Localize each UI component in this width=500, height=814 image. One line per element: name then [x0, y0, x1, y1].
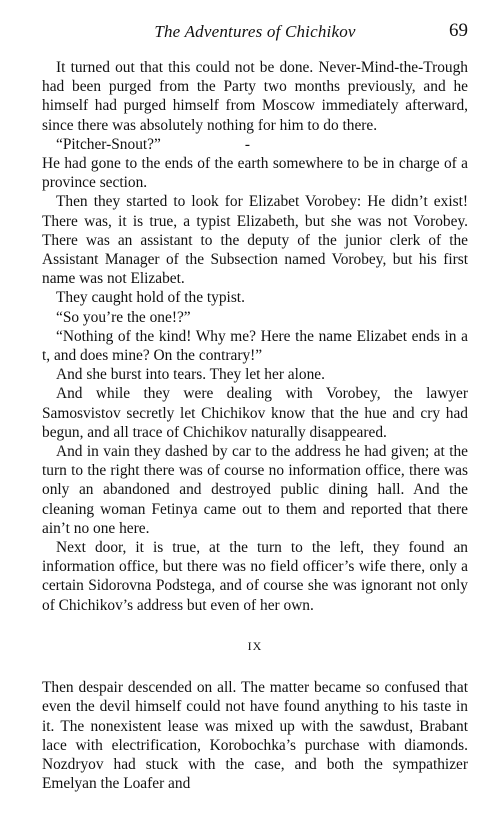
paragraph: “Nothing of the kind! Why me? Here the name Elizabet ends in a t, and does mine? On the contrary!” [42, 327, 468, 365]
paragraph: And she burst into tears. They let her alone. [56, 366, 325, 384]
paragraph: Then despair descended on all. The matter became so confused that even the devil himself could not have found anything to his taste in it. The nonexistent lease was mixed up with the sawdust, Brabant lace with electrification, Korobochka’s purchase with diamonds. Nozdryov had stuck with the case, and both the sympathizer Emelyan the Loafer and [42, 679, 468, 793]
paragraph: Then they started to look for Elizabet Vorobey: He didn’t exist! There was, it is true, a typist Elizabeth, but she was not Vorobey. There was an assistant to the deputy of the junior clerk of the Assistant Manager of the Subsection named Vorobey, but his first name was not Elizabet. [42, 193, 468, 288]
paragraph: “So you’re the one!?” [56, 308, 191, 326]
paragraph: And while they were dealing with Vorobey, the lawyer Samosvistov secretly let Chichikov know that the hue and cry had begun, and all trace of Chichikov naturally disappeared. [42, 385, 468, 441]
paragraph: Next door, it is true, at the turn to the left, they found an information office, but there was no field officer’s wife there, only a certain Sidorovna Podstega, and of course she was ignorant not only of Chichikov’s address but even of her own. [42, 539, 468, 614]
paragraph: He had gone to the ends of the earth somewhere to be in charge of a province section. [42, 155, 468, 192]
page-number: 69 [449, 20, 468, 41]
paragraph: It turned out that this could not be done. Never-Mind-the-Trough had been purged from the Party two months previously, and he himself had purged himself from Moscow immediately afterward, since there was absolutely nothing for him to do there. [42, 59, 468, 134]
paragraph: They caught hold of the typist. [56, 289, 245, 307]
paragraph: And in vain they dashed by car to the address he had given; at the turn to the right there was of course no information office, there was only an abandoned and destroyed public dining hall. And the cleaning woman Fetinya came out to them and reported that there ain’t no one here. [42, 443, 468, 537]
stray-mark: - [244, 135, 250, 153]
page-body [42, 58, 468, 793]
paragraph-text: “Pitcher-Snout?” [56, 135, 161, 153]
paragraph [42, 135, 468, 154]
running-title: The Adventures of Chichikov [154, 22, 356, 41]
section-heading: IX [247, 638, 263, 653]
page-header [42, 14, 468, 44]
